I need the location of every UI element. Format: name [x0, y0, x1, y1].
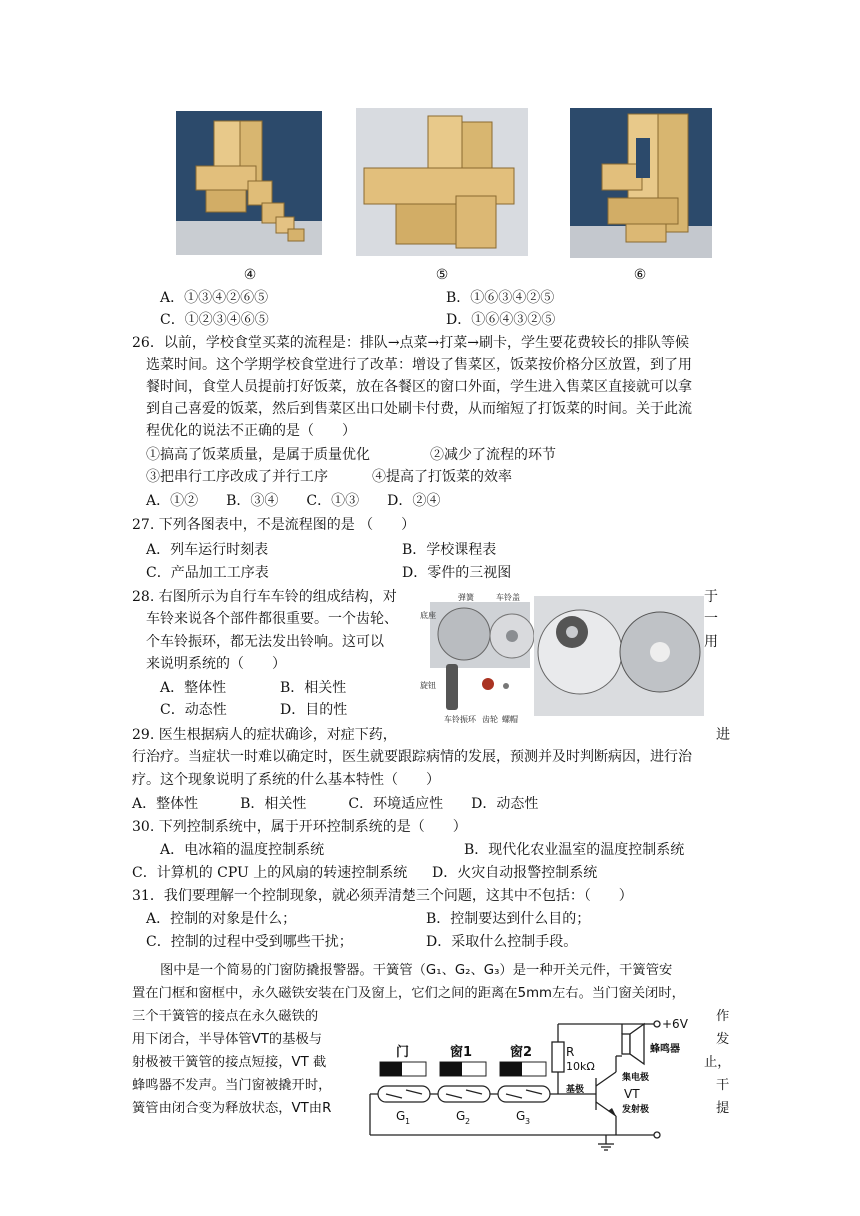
label-transistor: VT — [624, 1087, 640, 1101]
alarm-line-3-end: 作 — [716, 1009, 730, 1024]
q31-option-b: B．控制要达到什么目的； — [426, 911, 591, 927]
puzzle-photo-5 — [356, 108, 528, 256]
fig-label-base: 底座 — [420, 611, 436, 620]
q30-option-d: D．火灾自动报警控制系统 — [432, 865, 598, 881]
label-g3-sub: 3 — [525, 1117, 531, 1126]
q30-stem: 30. 下列控制系统中，属于开环控制系统的是（ ） — [132, 819, 467, 835]
alarm-line-5-end: 止， — [704, 1055, 731, 1070]
q28-line-1-end: 于 — [704, 589, 718, 605]
q27-stem: 27. 下列各图表中，不是流程图的是 （ ） — [132, 517, 416, 533]
q26-statement-2: ②减少了流程的环节 — [430, 447, 556, 463]
q26-line-2: 选菜时间。这个学期学校食堂进行了改革：增设了售菜区，饭菜按价格分区放置，到了用 — [146, 357, 692, 373]
label-g3: G — [516, 1109, 526, 1123]
label-g2: G — [456, 1109, 466, 1123]
q26-statement-4: ④提高了打饭菜的效率 — [372, 469, 512, 485]
label-base: 基极 — [566, 1085, 585, 1095]
alarm-circuit-diagram — [366, 1010, 706, 1152]
bicycle-bell-figure — [420, 588, 704, 728]
label-g2-sub: 2 — [465, 1117, 471, 1126]
label-window-2: 窗2 — [510, 1045, 533, 1060]
fig-label-nut: 螺帽 — [502, 715, 518, 724]
q26-line-4: 到自己喜爱的饭菜，然后到售菜区出口处刷卡付费，从而缩短了打饭菜的时间。关于此流 — [146, 401, 692, 417]
alarm-line-3: 三个干簧管的接点在永久磁铁的 — [132, 1009, 319, 1024]
fig-label-ring: 车铃振环 — [444, 715, 476, 724]
alarm-line-4: 用下闭合，半导体管VT的基极与 — [132, 1032, 323, 1047]
fig-label-spring: 弹簧 — [458, 593, 474, 602]
label-emitter: 发射极 — [622, 1105, 650, 1115]
photo-label-6: ⑥ — [633, 267, 647, 283]
q28-option-b: B．相关性 — [280, 680, 347, 696]
q28-line-3: 个车铃振环，都无法发出铃响。这可以 — [146, 634, 384, 650]
q29-line-1-end: 进 — [716, 727, 730, 743]
fig-label-gear: 齿轮 — [482, 715, 498, 724]
q31-option-c: C．控制的过程中受到哪些干扰； — [146, 934, 353, 950]
q29-line-2: 行治疗。当症状一时难以确定时，医生就要跟踪病情的发展，预测并及时判断病因，进行治 — [132, 749, 692, 765]
q30-option-a: A．电冰箱的温度控制系统 — [160, 842, 325, 858]
q31-option-a: A．控制的对象是什么； — [146, 911, 297, 927]
alarm-line-7-end: 提 — [716, 1101, 730, 1116]
q25-option-c: C．①②③④⑥⑤ — [160, 312, 269, 328]
puzzle-photo-6 — [570, 108, 712, 258]
fig-label-cap: 车铃盖 — [496, 593, 520, 602]
label-g1-sub: 1 — [405, 1117, 411, 1126]
q26-line-5: 程优化的说法不正确的是（ ） — [146, 423, 356, 439]
puzzle-photo-4 — [176, 111, 322, 255]
q28-line-4: 来说明系统的（ ） — [146, 656, 286, 672]
alarm-para-line-1: 图中是一个简易的门窗防撬报警器。干簧管（G₁、G₂、G₃）是一种开关元件，干簧管安 — [160, 963, 673, 978]
alarm-line-7: 簧管由闭合变为释放状态，VT由R — [132, 1101, 332, 1116]
q26-line-1: 26．以前，学校食堂买菜的流程是：排队→点菜→打菜→刷卡，学生要花费较长的排队等候 — [132, 335, 690, 351]
q30-option-c: C．计算机的 CPU 上的风扇的转速控制系统 — [132, 865, 408, 881]
q26-line-3: 餐时间，食堂人员提前打好饭菜，放在各餐区的窗口外面，学生进入售菜区直接就可以拿 — [146, 379, 692, 395]
q28-line-3-end: 用 — [704, 634, 718, 650]
q27-option-b: B．学校课程表 — [402, 542, 497, 558]
alarm-line-5: 射极被干簧管的接点短接，VT 截 — [132, 1055, 327, 1070]
q31-stem: 31．我们要理解一个控制现象，就必须弄清楚三个问题，这其中不包括：（ ） — [132, 888, 633, 904]
q27-option-d: D．零件的三视图 — [402, 565, 512, 581]
alarm-line-6-end: 干 — [716, 1078, 730, 1093]
label-supply: +6V — [662, 1017, 688, 1031]
q28-option-a: A．整体性 — [160, 680, 227, 696]
q28-line-2-end: 一 — [704, 611, 718, 627]
q29-line-1: 29. 医生根据病人的症状确诊，对症下药， — [132, 727, 397, 743]
q25-option-a: A．①③④②⑥⑤ — [160, 290, 269, 306]
label-collector: 集电极 — [622, 1073, 650, 1083]
q26-answers: A．①② B．③④ C．①③ D．②④ — [146, 493, 441, 509]
q27-option-a: A．列车运行时刻表 — [146, 542, 269, 558]
photo-label-5: ⑤ — [435, 267, 449, 283]
q25-option-b: B．①⑥③④②⑤ — [446, 290, 555, 306]
q26-statement-1: ①搞高了饭菜质量，是属于质量优化 — [146, 447, 370, 463]
q28-line-2: 车铃来说各个部件都很重要。一个齿轮、 — [146, 611, 398, 627]
q28-line-1: 28. 右图所示为自行车车铃的组成结构，对 — [132, 589, 397, 605]
alarm-line-4-end: 发 — [716, 1032, 730, 1047]
q30-option-b: B．现代化农业温室的温度控制系统 — [464, 842, 685, 858]
label-g1: G — [396, 1109, 406, 1123]
q28-option-c: C．动态性 — [160, 702, 227, 718]
label-window-1: 窗1 — [450, 1045, 473, 1060]
label-buzzer: 蜂鸣器 — [650, 1044, 680, 1055]
label-resistor-value: 10kΩ — [566, 1060, 595, 1073]
q31-option-d: D．采取什么控制手段。 — [426, 934, 578, 950]
label-door: 门 — [396, 1045, 410, 1060]
alarm-line-6: 蜂鸣器不发声。当门窗被撬开时， — [132, 1078, 332, 1093]
fig-label-knob: 旋钮 — [420, 681, 436, 690]
q29-line-3: 疗。这个现象说明了系统的什么基本特性（ ） — [132, 772, 440, 788]
q26-statement-3: ③把串行工序改成了并行工序 — [146, 469, 328, 485]
photo-label-4: ④ — [243, 267, 257, 283]
alarm-para-line-2: 置在门框和窗框中，永久磁铁安装在门及窗上，它们之间的距离在5mm左右。当门窗关闭时， — [132, 986, 685, 1001]
q28-option-d: D．目的性 — [280, 702, 348, 718]
q27-option-c: C．产品加工工序表 — [146, 565, 269, 581]
q29-answers: A．整体性 B．相关性 C．环境适应性 D．动态性 — [132, 796, 539, 812]
label-resistor: R — [566, 1045, 575, 1059]
q25-option-d: D．①⑥④③②⑤ — [446, 312, 556, 328]
